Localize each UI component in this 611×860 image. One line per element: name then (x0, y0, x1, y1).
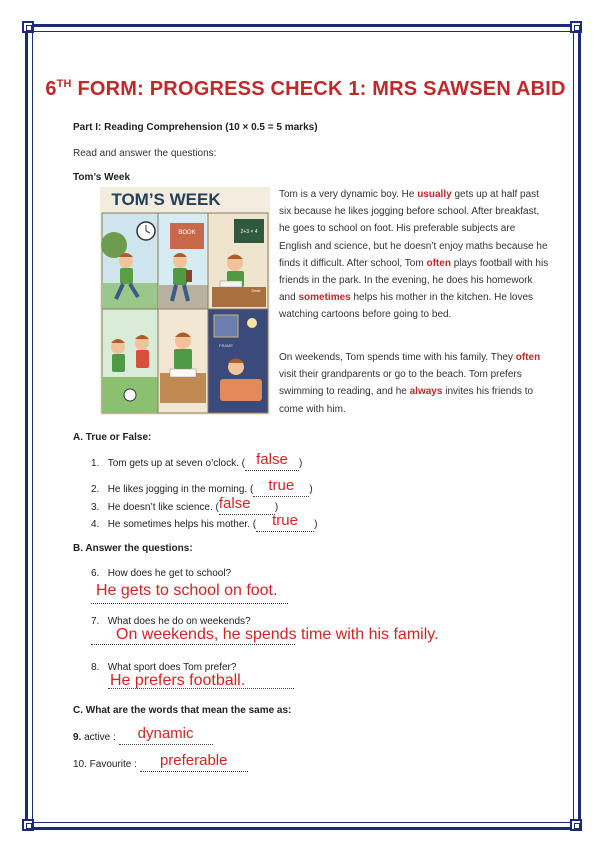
school-sign-label: BOOK (178, 230, 196, 236)
question-6: 6. How does he get to school? (91, 568, 232, 579)
page-title: 6TH FORM: PROGRESS CHECK 1: MRS SAWSEN ABID (45, 78, 566, 100)
panel-watching-tv (208, 309, 268, 413)
border-corner-ornament (570, 21, 582, 33)
answer-line[interactable] (91, 644, 295, 645)
handwritten-answer: dynamic (137, 725, 194, 742)
handwritten-answer-8: He prefers football. (110, 672, 246, 689)
part1-instruction: Read and answer the questions: (73, 148, 217, 159)
part1-heading: Part I: Reading Comprehension (10 × 0.5 = 5 marks) (73, 122, 318, 133)
story-paragraph-2: On weekends, Tom spends time with his family. They often visit their grandparents or go to the beach. Tom prefers swimming to reading, and he always invites his friends to come with him. (279, 352, 541, 415)
answer-blank[interactable] (218, 495, 275, 515)
handwritten-answer: false (256, 451, 288, 468)
true-false-item: 3. He doesn’t like science. (false ) (91, 495, 279, 513)
window-frame-label: FRAME (219, 343, 233, 348)
panel-classroom (208, 213, 268, 309)
panel-homework (158, 309, 208, 413)
border-corner-ornament (22, 21, 34, 33)
border-corner-ornament (22, 819, 34, 831)
true-false-item: 4. He sometimes helps his mother. ( true ) (91, 512, 318, 530)
section-c-heading: C. What are the words that mean the same as: (73, 705, 292, 716)
comic-panels-svg (100, 187, 270, 415)
handwritten-answer-7: On weekends, he spends time with his family. (116, 626, 439, 643)
question-7: 7. What does he do on weekends? (91, 616, 251, 627)
panel-walking-to-school (158, 213, 208, 309)
toms-week-illustration (100, 187, 270, 415)
handwritten-answer: true (268, 477, 295, 494)
desk-label: Desk (251, 288, 261, 293)
illustration-title: TOM’S WEEK (111, 190, 221, 209)
section-b-heading: B. Answer the questions: (73, 543, 193, 554)
handwritten-answer: true (272, 512, 298, 529)
handwritten-answer: false (218, 495, 251, 512)
story-title: Tom’s Week (73, 172, 131, 183)
true-false-item: 2. He likes jogging in the morning. ( true ) (91, 477, 313, 495)
blackboard-math: 2+3 × 4 (240, 229, 258, 235)
answer-blank[interactable] (253, 477, 309, 497)
section-a-heading: A. True or False: (73, 432, 152, 443)
handwritten-answer-6: He gets to school on foot. (96, 582, 278, 599)
synonym-item-10: 10. Favourite : preferable (73, 756, 248, 772)
answer-line[interactable] (91, 603, 288, 604)
panel-jogging (101, 213, 158, 309)
panel-football (102, 309, 158, 413)
story-paragraph-1: Tom is a very dynamic boy. He usually gets up at half past six because he likes jogging before school. After breakfast, he goes to school on foot. His preferable subjects are English and science, but he doesn’t enjoy maths because he finds it difficult. After school, Tom often plays football with his friends in the park. In the evening, he does his homework and sometimes helps his mother in the kitchen. He loves watching cartoons before going to bed. (279, 189, 549, 321)
question-8: 8. What sport does Tom prefer? (91, 662, 237, 673)
handwritten-answer: preferable (159, 752, 228, 769)
true-false-item: 1. Tom gets up at seven o’clock. ( false ) (91, 451, 303, 469)
answer-blank[interactable] (245, 451, 299, 471)
border-corner-ornament (570, 819, 582, 831)
answer-blank[interactable] (256, 512, 314, 532)
synonym-item-9: 9. active : dynamic (73, 729, 213, 745)
